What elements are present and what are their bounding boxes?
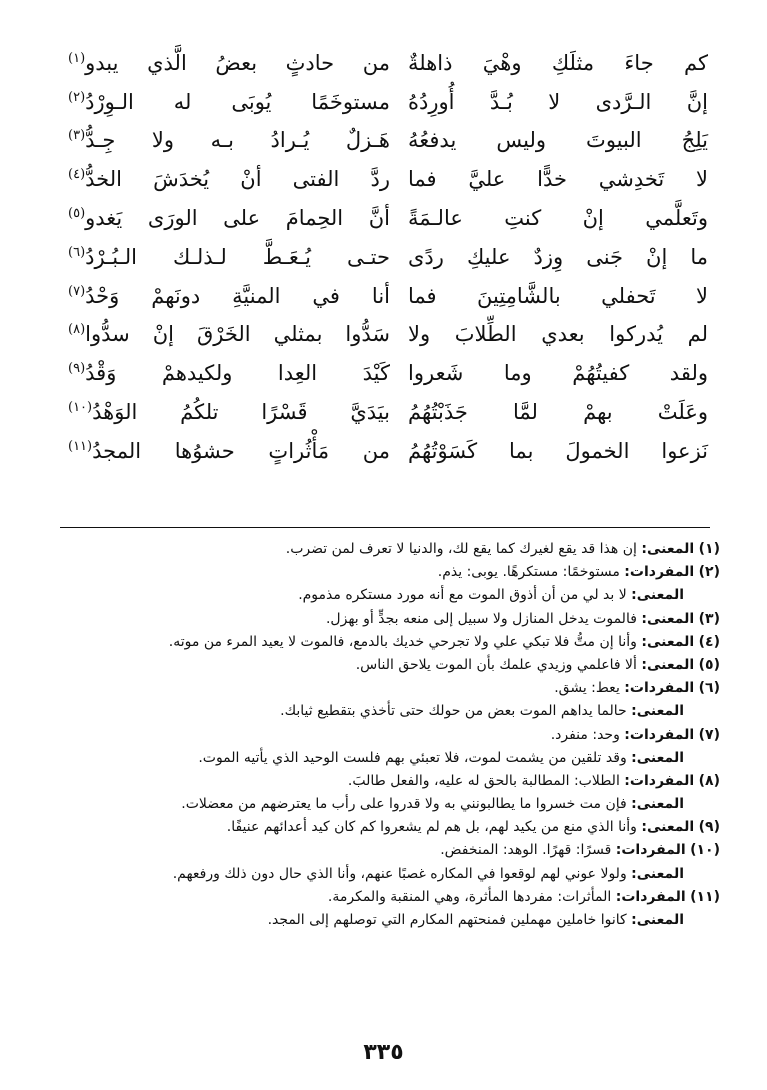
verse-first-hemistich: وتَعلَّمي إنْ كنتِ عالـمَةً xyxy=(408,206,708,231)
footnote-line xyxy=(40,538,720,561)
verse-second-hemistich xyxy=(68,130,390,151)
footnote-text: وقد تلقين من يشمت لموت، فلا تعبئي بهم فلست الوحيد الذي يأتيه الموت. xyxy=(198,749,627,766)
verse-first-hemistich: لم يُدركوا بعدي الطِّلابَ ولا xyxy=(408,322,708,347)
footnote-text: وحد: منفرد. xyxy=(550,726,620,743)
footnote-text: كانوا خاملين مهملين فمنحتهم المكارم التي توصلهم إلى المجد. xyxy=(267,912,627,928)
footnote-reference: (١) xyxy=(68,50,86,66)
footnote-label: المعنى: xyxy=(631,703,684,720)
verse-second-hemistich xyxy=(68,244,390,269)
footnote-label: المعنى: xyxy=(641,633,695,650)
footnote-line xyxy=(40,608,720,631)
verse-second-text: ردَّ الفتى أنْ يُخدَشَ الخدُّ xyxy=(85,167,390,192)
verse-second-hemistich xyxy=(68,324,390,345)
footnote-reference: (٥) xyxy=(68,206,86,222)
verse-line xyxy=(68,122,708,161)
verse-first-hemistich: لا تَخدِشي خدًّا عليَّ فما xyxy=(408,167,708,192)
footnote-number: (٦) xyxy=(698,680,720,697)
footnote-line xyxy=(40,793,720,816)
footnote-text: المأثرات: مفردها المأثرة، وهي المنقبة والمكرمة. xyxy=(327,888,612,905)
verse-second-text: سَدُّوا بمثلي الخَرْقَ إنْ سدُّوا xyxy=(85,322,390,347)
footnote-label: المعنى: xyxy=(631,865,684,882)
verse-line xyxy=(68,83,708,122)
footnote-label: المعنى: xyxy=(631,912,684,928)
poem-block xyxy=(68,44,708,471)
footnote-number: (٤) xyxy=(698,633,720,650)
footnote-reference: (٩) xyxy=(68,361,86,377)
footnote-text: يعط: يشق. xyxy=(554,680,620,697)
footnote-line xyxy=(40,863,720,886)
verse-line xyxy=(68,160,708,199)
footnote-reference: (٧) xyxy=(68,283,86,299)
verse-first-hemistich: كم جاءَ مثلَكِ وهْيَ ذاهلةٌ xyxy=(408,50,708,75)
footnote-number: (٨) xyxy=(698,772,720,789)
verse-second-hemistich xyxy=(68,363,390,384)
footnote-number: (٥) xyxy=(698,656,720,673)
footnote-text: وأنا الذي منع من يكيد لهم، بل هم لم يشعروا كم كان كيد أعدائهم عنيفًا. xyxy=(226,819,637,836)
footnote-label: المفردات: xyxy=(624,564,695,581)
verse-first-hemistich: وعَلَتْ بهمْ لمَّا جَذَبْتُهُمُ xyxy=(408,400,708,425)
verse-second-text: من مَأْثُراتٍ حشوُها المجدُ xyxy=(92,438,390,463)
footnote-separator xyxy=(60,527,710,528)
footnote-line xyxy=(40,909,720,932)
footnote-line xyxy=(40,584,720,607)
verse-second-text: من حادثٍ بعضُ الَّذي يبدو xyxy=(85,50,390,75)
footnote-line xyxy=(40,886,720,909)
footnote-number: (٩) xyxy=(698,819,720,836)
verse-first-hemistich: ولقد كفيتُهُمْ وما شَعروا xyxy=(408,361,708,386)
footnote-line xyxy=(40,700,720,723)
footnote-text: وأنا إن متُّ فلا تبكي علي ولا تجرحي خديك بالدمع، فالموت لا يعيد المرء من موته. xyxy=(168,633,637,650)
footnote-number: (١١) xyxy=(690,888,720,905)
footnote-reference: (٣) xyxy=(68,128,86,144)
verse-second-hemistich xyxy=(68,169,390,190)
footnote-line xyxy=(40,561,720,584)
verse-second-text: مستوخَمًا يُوبَى له الـوِرْدُ xyxy=(85,89,390,114)
footnotes-block xyxy=(40,538,720,932)
verse-line xyxy=(68,199,708,238)
verse-first-hemistich: إنَّ الـرَّدى لا بُـدَّ أُورِدُهُ xyxy=(408,89,708,114)
verse-line xyxy=(68,238,708,277)
footnote-number: (٧) xyxy=(698,726,720,743)
verse-second-hemistich xyxy=(68,283,390,308)
verse-second-hemistich xyxy=(68,208,390,229)
footnote-label: المفردات: xyxy=(624,726,695,743)
footnote-label: المعنى: xyxy=(641,819,695,836)
footnote-reference: (٨) xyxy=(68,322,86,338)
footnote-label: المفردات: xyxy=(624,680,695,697)
verse-first-hemistich: ما إنْ جَنى وِزدٌ عليكِ ردًى xyxy=(408,244,708,269)
verse-line xyxy=(68,316,708,355)
footnote-line xyxy=(40,747,720,770)
footnote-text: لا بد لي من أن أذوق الموت مع أنه مورد مستكره مذموم. xyxy=(298,587,627,604)
footnote-line xyxy=(40,839,720,862)
footnote-text: فالموت يدخل المنازل ولا سبيل إلى منعه بجدٍّ أو بهزل. xyxy=(325,610,637,627)
footnote-label: المفردات: xyxy=(615,842,686,859)
footnote-number: (٢) xyxy=(698,564,720,581)
footnote-label: المعنى: xyxy=(641,656,695,673)
verse-first-hemistich: يَلِجُ البيوتَ وليس يدفعُهُ xyxy=(408,128,708,153)
verse-second-text: بيَدَيَّ قَسْرًا تلكُمُ الوَهْدُ xyxy=(92,400,390,425)
footnote-reference: (١١) xyxy=(68,438,93,454)
verse-line xyxy=(68,44,708,83)
verse-second-hemistich xyxy=(68,438,390,463)
verse-second-hemistich xyxy=(68,402,390,423)
footnote-line xyxy=(40,724,720,747)
footnote-text: مستوخمًا: مستكرهًا. يوبى: يذم. xyxy=(437,564,620,581)
footnote-line xyxy=(40,770,720,793)
footnote-text: الطلاب: المطالبة بالحق له عليه، والفعل طالبَ. xyxy=(347,772,620,789)
verse-second-hemistich xyxy=(68,89,390,114)
footnote-line xyxy=(40,654,720,677)
footnote-label: المعنى: xyxy=(631,749,684,766)
verse-second-text: حتـى يُـعَـطَّ لـذلـك الـبُـرْدُ xyxy=(85,244,390,269)
footnote-line xyxy=(40,677,720,700)
footnote-text: قسرًا: قهرًا. الوهد: المنخفض. xyxy=(440,842,612,859)
page-number: ٣٣٥ xyxy=(363,1040,404,1065)
verse-line xyxy=(68,354,708,393)
verse-first-hemistich: نَزعوا الخمولَ بما كَسَوْتُهُمُ xyxy=(408,438,708,463)
verse-second-hemistich xyxy=(68,50,390,75)
verse-second-text: أنَّ الحِمامَ على الورَى يَغدو xyxy=(85,206,390,231)
footnote-number: (٣) xyxy=(698,610,720,627)
verse-first-hemistich: لا تَحفلي بالشَّامِتِينَ فما xyxy=(408,283,708,308)
footnote-text: إن هذا قد يقع لغيرك كما يقع لك، والدنيا لا تعرف لمن تضرب. xyxy=(285,541,637,557)
footnote-line xyxy=(40,816,720,839)
footnote-reference: (٦) xyxy=(68,244,86,260)
footnote-label: المفردات: xyxy=(624,772,695,789)
footnote-label: المعنى: xyxy=(631,796,684,813)
verse-line xyxy=(68,393,708,432)
footnote-line xyxy=(40,631,720,654)
footnote-label: المفردات: xyxy=(615,888,686,905)
footnote-label: المعنى: xyxy=(631,587,684,604)
footnote-text: ولولا عوني لهم لوقعوا في المكاره غصبًا عنهم، وأنا الذي حال دون ذلك ورفعهم. xyxy=(172,865,627,882)
footnote-number: (١) xyxy=(698,541,720,557)
footnote-text: فإن مت خسروا ما يطالبونني به ولا قدروا على رأب ما يعترضهم من معضلات. xyxy=(181,796,627,813)
footnote-reference: (٤) xyxy=(68,167,86,183)
verse-line xyxy=(68,277,708,316)
footnote-reference: (٢) xyxy=(68,89,86,105)
footnote-reference: (١٠) xyxy=(68,400,93,416)
footnote-label: المعنى: xyxy=(641,541,695,557)
footnote-number: (١٠) xyxy=(690,842,720,859)
verse-second-text: أنا في المنيَّةِ دونَهمْ وَحْدُ xyxy=(85,283,390,308)
verse-second-text: كَيْدَ العِدا ولكيدهمْ وَقْدُ xyxy=(85,361,390,386)
verse-line xyxy=(68,432,708,471)
verse-second-text: هَـزلٌ يُـرادُ بـه ولا جِـدُّ xyxy=(85,128,390,153)
footnote-text: حالما يداهم الموت بعض من حولك حتى تأخذي بتقطيع ثيابك. xyxy=(280,703,627,720)
footnote-text: ألا فاعلمي وزيدي علمك بأن الموت يلاحق الناس. xyxy=(355,656,637,673)
footnote-label: المعنى: xyxy=(641,610,695,627)
